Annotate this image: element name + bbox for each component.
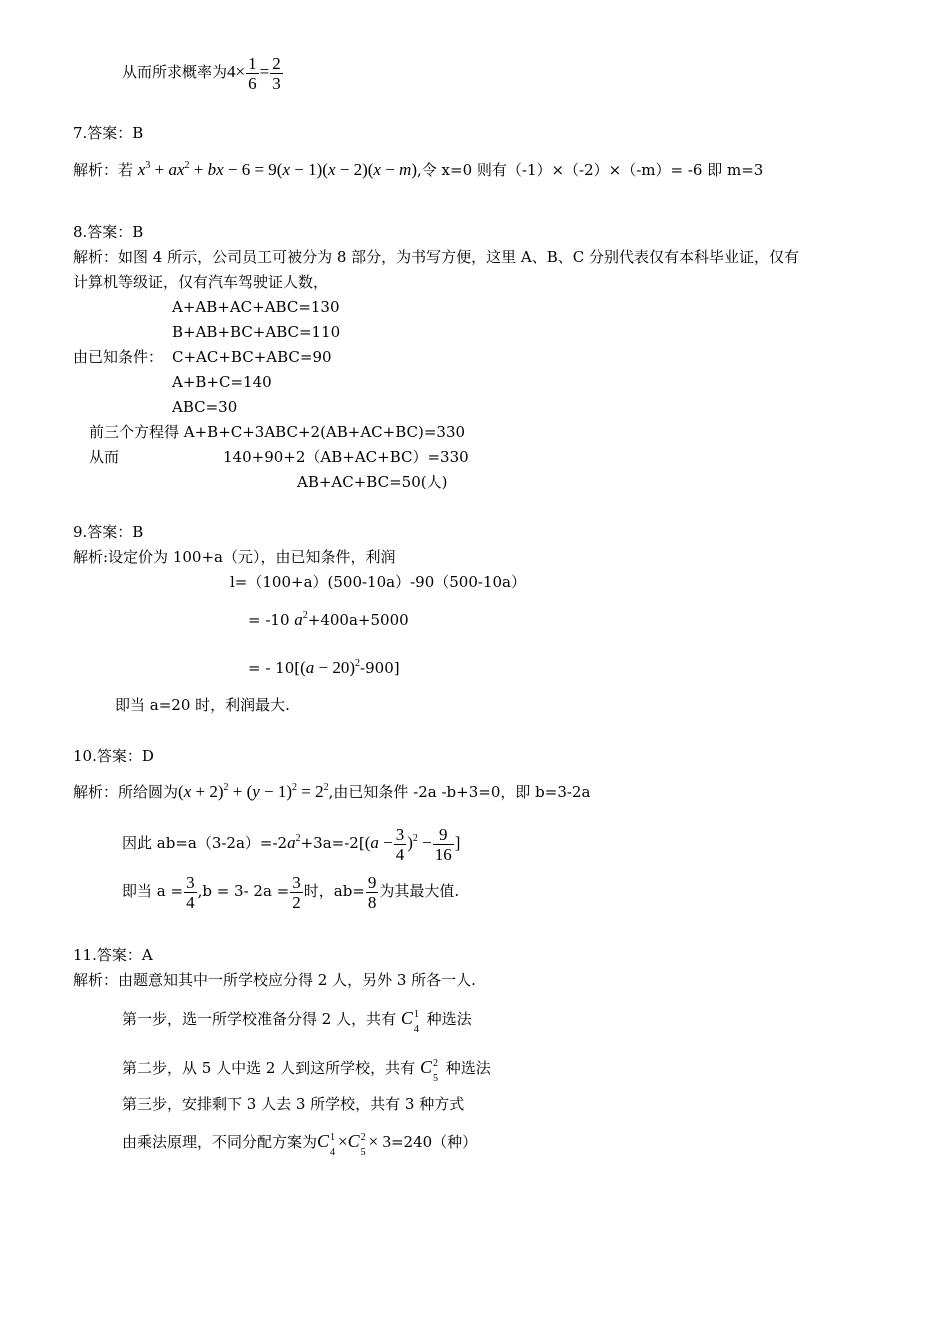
- q6-f2-num: 2: [272, 53, 281, 73]
- q10-ab-close-text: )² −: [0, 1319, 2, 1320]
- q9-conclusion: 即当 a=20 时，利润最大.: [115, 696, 290, 714]
- q6-factor: 4: [227, 62, 236, 81]
- q6-f2-den: 3: [272, 73, 281, 93]
- q10-w1-num: 3: [186, 872, 195, 892]
- q8-line2: 计算机等级证，仅有汽车驾驶证人数，: [73, 273, 329, 291]
- q9-answer: 9.答案：B: [73, 523, 144, 541]
- q6-conclusion: [122, 50, 284, 94]
- q7-equation: $x^3 + ax^2$ + bx − 6 = 9(x − 1)(x − 2)(x − m): [137, 160, 417, 179]
- q11-final-sup1: 1: [330, 1132, 336, 1143]
- q10-f1-den: 4: [395, 844, 405, 864]
- q9-profit: l=（100+a）(500-10a）-90（500-10a）: [230, 573, 526, 591]
- q10-ab-open-text: (a −: [0, 1317, 3, 1318]
- q10-analysis: [73, 782, 590, 802]
- q8-eq4: A+B+C=140: [172, 373, 272, 391]
- q7-suffix: ,令 x=0 则有（-1）×（-2）×（-m）= -6 即 m=3: [417, 161, 764, 179]
- q10-prefix: 解析：所给圆为: [73, 783, 179, 801]
- q6-fraction-2: [270, 54, 283, 93]
- q10-when-line: [122, 868, 459, 914]
- q9-step3: [248, 658, 400, 678]
- q8-answer: 8.答案：B: [73, 223, 144, 241]
- q9-step2-post: +400a+5000: [307, 611, 409, 629]
- q10-ab-var: [287, 833, 301, 852]
- q11-step1-sub: 4: [413, 1024, 419, 1035]
- q9-step2-pre: = -10: [248, 611, 290, 629]
- q11-step1-C: C: [400, 1008, 413, 1028]
- q10-frac-3-4: [394, 825, 407, 864]
- q11-final-C1: C: [317, 1131, 330, 1151]
- q6-f1-num: 1: [248, 53, 257, 73]
- q11-answer: 11.答案：A: [73, 946, 153, 964]
- q11-final: [122, 1129, 478, 1158]
- q11-final-times2: × 3: [368, 1132, 391, 1151]
- q6-times: ×: [235, 62, 246, 81]
- q11-step2-comb: [419, 1055, 441, 1084]
- q10-when-mid2: 时，ab=: [303, 882, 365, 900]
- q10-ab-open: (a −: [364, 833, 393, 852]
- q9-step3-sup: 2: [355, 658, 361, 669]
- q11-step1-comb: [400, 1006, 422, 1035]
- q8-eq3: C+AC+BC+ABC=90: [172, 348, 332, 366]
- q11-step2-sub: 5: [432, 1073, 438, 1084]
- q9-step3-expr: $(a - 20)^2$: [300, 658, 361, 677]
- q11-final-sub2: 5: [360, 1147, 366, 1158]
- q8-eq2: B+AB+BC+ABC=110: [172, 323, 341, 341]
- q10-w1-den: 4: [186, 892, 195, 912]
- q11-step3: 第三步，安排剩下 3 人去 3 所学校，共有 3 种方式: [122, 1095, 465, 1113]
- q11-final-C2: C: [347, 1131, 360, 1151]
- q11-step1-pre: 第一步，选一所学校准备分得 2 人，共有: [122, 1010, 397, 1028]
- q9-line1: 解析:设定价为 100+a（元），由已知条件，利润: [73, 548, 396, 566]
- q10-circle-text: (x + 2)² + (y − 1)² = 2²: [0, 1315, 12, 1316]
- q11-final-sub1: 4: [330, 1147, 336, 1158]
- q10-condition: ,由已知条件 -2a -b+3=0，即 b=3-2a: [328, 783, 591, 801]
- q10-w2-num: 3: [292, 872, 301, 892]
- q10-w3-den: 8: [367, 892, 377, 912]
- q10-ab-line: [122, 820, 460, 866]
- q6-eq: =: [259, 62, 270, 81]
- q11-final-pre: 由乘法原理，不同分配方案为: [122, 1133, 318, 1151]
- q10-ab-prefix: 因此 ab=a（3-2a）=-2: [122, 834, 288, 852]
- q11-step2: [122, 1055, 491, 1084]
- q10-f2-num: 9: [433, 825, 454, 845]
- q10-answer: 10.答案：D: [73, 747, 154, 765]
- q11-step1-post: 种选法: [426, 1010, 472, 1028]
- q10-w3-num: 9: [367, 872, 377, 892]
- q10-ab-sup: 2: [295, 833, 301, 844]
- q9-step2-var: [294, 610, 308, 629]
- q10-when-frac-1: [184, 873, 197, 912]
- q11-final-comb-2: [347, 1129, 369, 1158]
- q8-line1: 解析：如图 4 所示，公司员工可被分为 8 部分，为书写方便，这里 A、B、C 分别代表仅有本科毕业证，仅有: [73, 248, 800, 266]
- q9-step3-expr-text: (a − 20): [0, 1313, 5, 1314]
- q11-step2-pre: 第二步，从 5 人中选 2 人到这所学校，共有: [122, 1059, 416, 1077]
- q11-step2-post: 种选法: [445, 1059, 491, 1077]
- q6-f1-den: 6: [248, 73, 257, 93]
- q10-when-frac-2: [290, 873, 303, 912]
- q10-ab-var-a: a: [287, 833, 296, 852]
- q7-eq-text-left: x³ + ax² + bx − 6: [0, 1309, 9, 1310]
- q9-step2: [248, 610, 409, 630]
- q8-sum-line: 前三个方程得 A+B+C+3ABC+2(AB+AC+BC)=330: [89, 423, 466, 441]
- q10-when-frac-3: [366, 873, 379, 912]
- q7-analysis: [73, 160, 763, 180]
- q7-answer: 7.答案：B: [73, 124, 144, 142]
- q11-line1: 解析：由题意知其中一所学校应分得 2 人，另外 3 所各一人.: [73, 971, 476, 989]
- q11-final-times1: ×: [338, 1132, 348, 1151]
- q10-when-end: 为其最大值.: [379, 882, 460, 900]
- q8-eq1: A+AB+AC+ABC=130: [172, 298, 340, 316]
- q10-when-prefix: 即当 a =: [122, 882, 184, 900]
- q10-frac-9-16: [433, 825, 454, 864]
- q8-eq5: ABC=30: [172, 398, 238, 416]
- q9-step2-var-a: a: [294, 610, 303, 629]
- q11-final-comb-1: [317, 1129, 338, 1158]
- q10-when-mid: ,b = 3- 2a =: [197, 882, 290, 900]
- q8-result: AB+AC+BC=50(人): [297, 473, 448, 491]
- q10-ab-close: )$^2$ −: [407, 833, 432, 852]
- q6-conclusion-prefix: 从而所求概率为: [122, 63, 228, 81]
- q11-step1: [122, 1006, 472, 1035]
- q11-final-sup2: 2: [360, 1132, 366, 1143]
- q10-w2-den: 2: [292, 892, 301, 912]
- q9-step2-sup: 2: [302, 610, 308, 621]
- q10-f2-den: 16: [434, 844, 452, 864]
- q8-then-eq: 140+90+2（AB+AC+BC）=330: [223, 448, 469, 466]
- q11-step2-sup: 2: [432, 1058, 438, 1069]
- q9-step3-post: -900]: [360, 659, 400, 677]
- q9-step3-pre: = - 10[: [248, 659, 301, 677]
- q10-f1-num: 3: [395, 824, 405, 844]
- q6-fraction-1: [246, 54, 259, 93]
- q11-final-post: =240（种）: [390, 1133, 478, 1151]
- q11-step1-sup: 1: [413, 1009, 419, 1020]
- q10-ab-end: ]: [454, 833, 461, 852]
- q10-circle: $(x + 2)^2 + (y - 1)^2 = 2^2$: [178, 782, 329, 801]
- q11-step2-C: C: [419, 1057, 432, 1077]
- q8-then-label: 从而: [89, 448, 120, 466]
- q8-eq3-prefix: 由已知条件：: [73, 348, 164, 366]
- q7-eq-text-right: = 9(x − 1)(x − 2)(x − m): [0, 1311, 13, 1312]
- q10-ab-mid: +3a=-2[: [300, 834, 365, 852]
- q7-prefix: 解析：若: [73, 161, 134, 179]
